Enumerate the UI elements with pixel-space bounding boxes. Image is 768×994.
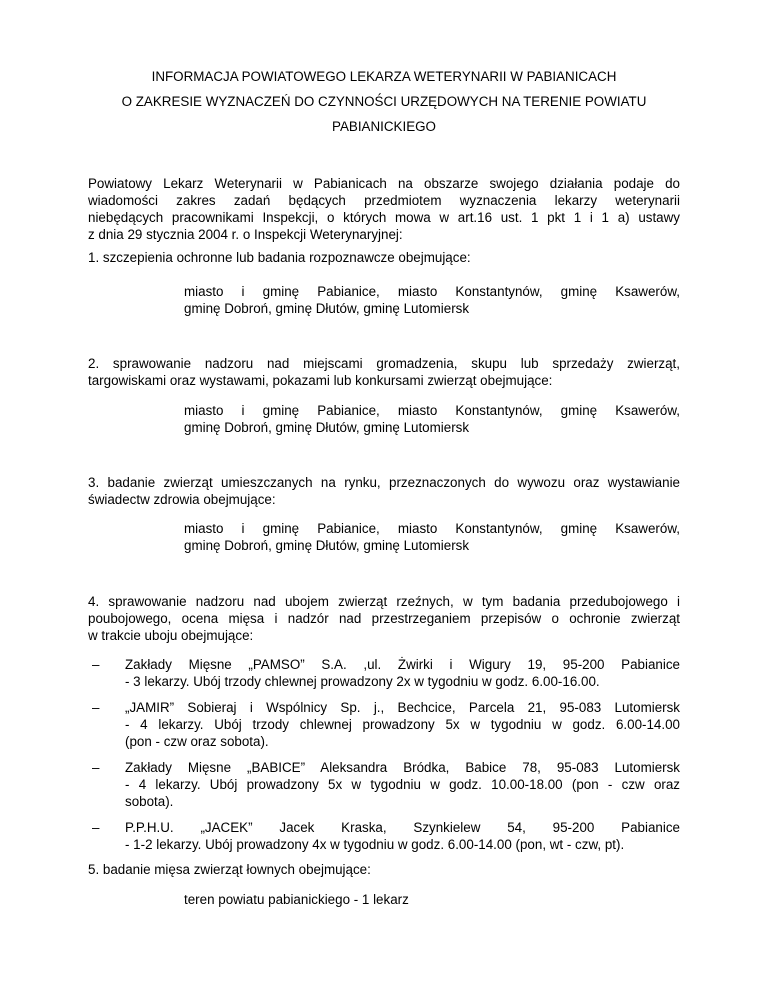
section-1-area: miasto i gminę Pabianice, miasto Konstantynów, gminę Ksawerów, gminę Dobroń, gminę Dłutów, gminę Lutomiersk bbox=[184, 284, 680, 316]
list-item: – Zakłady Mięsne „PAMSO” S.A. ,ul. Żwirki i Wigury 19, 95-200 Pabianice - 3 lekarzy. Ubój trzody chlewnej prowadzony 2x w tygodniu w godz. 6.00-16.00. bbox=[92, 657, 680, 689]
title-line-3: PABIANICKIEGO bbox=[332, 119, 436, 134]
section-1-heading: 1. szczepienia ochronne lub badania rozpoznawcze obejmujące: bbox=[88, 250, 471, 265]
section-2-area: miasto i gminę Pabianice, miasto Konstantynów, gminę Ksawerów, gminę Dobroń, gminę Dłutów, gminę Lutomiersk bbox=[184, 403, 680, 435]
section-5-area: teren powiatu pabianickiego - 1 lekarz bbox=[184, 892, 409, 907]
list-item: – P.P.H.U. „JACEK” Jacek Kraska, Szynkielew 54, 95-200 Pabianice - 1-2 lekarzy. Ubój prowadzony 4x w tygodniu w godz. 6.00-14.00 (pon, wt - czw, pt). bbox=[92, 820, 680, 852]
section-5-heading: 5. badanie mięsa zwierząt łownych obejmujące: bbox=[88, 862, 371, 877]
document-title bbox=[88, 64, 680, 139]
section-3-heading: 3. badanie zwierząt umieszczanych na rynku, przeznaczonych do wywozu oraz wystawianie świadectw zdrowia obejmujące: bbox=[88, 475, 680, 507]
dash-bullet-icon: – bbox=[92, 820, 100, 835]
dash-bullet-icon: – bbox=[92, 760, 100, 775]
section-4-heading: 4. sprawowanie nadzoru nad ubojem zwierząt rzeźnych, w tym badania przedubojowego i poubojowego, ocena mięsa i nadzór nad przestrzeganiem przepisów o ochronie zwierząt w trakcie uboju obejmujące: bbox=[88, 594, 680, 643]
title-line-1: INFORMACJA POWIATOWEGO LEKARZA WETERYNARII W PABIANICACH bbox=[151, 69, 617, 84]
intro-paragraph: Powiatowy Lekarz Weterynarii w Pabianicach na obszarze swojego działania podaje do wiadomości zakres zadań będących przedmiotem wyznaczenia lekarzy weterynarii niebędących pracownikami Inspekcji, o których mowa w art.16 ust. 1 pkt 1 i 1 a) ustawy z dnia 29 stycznia 2004 r. o Inspekcji Weterynaryjnej: bbox=[88, 176, 680, 242]
dash-bullet-icon: – bbox=[92, 657, 100, 672]
list-item: – Zakłady Mięsne „BABICE” Aleksandra Bródka, Babice 78, 95-083 Lutomiersk - 4 lekarzy. Ubój prowadzony 5x w tygodniu w godz. 10.00-18.00 (pon - czw oraz sobota). bbox=[92, 760, 680, 809]
title-line-2: O ZAKRESIE WYZNACZEŃ DO CZYNNOŚCI URZĘDOWYCH NA TERENIE POWIATU bbox=[121, 94, 647, 109]
section-2-heading: 2. sprawowanie nadzoru nad miejscami gromadzenia, skupu lub sprzedaży zwierząt, targowiskami oraz wystawami, pokazami lub konkursami zwierząt obejmujące: bbox=[88, 356, 680, 388]
list-item: – „JAMIR” Sobieraj i Wspólnicy Sp. j., Bechcice, Parcela 21, 95-083 Lutomiersk - 4 lekarzy. Ubój trzody chlewnej prowadzony 5x w tygodniu w godz. 6.00-14.00 (pon - czw oraz sobota). bbox=[92, 700, 680, 749]
slaughterhouse-list bbox=[88, 656, 680, 853]
section-3-area: miasto i gminę Pabianice, miasto Konstantynów, gminę Ksawerów, gminę Dobroń, gminę Dłutów, gminę Lutomiersk bbox=[184, 521, 680, 553]
dash-bullet-icon: – bbox=[92, 700, 100, 715]
